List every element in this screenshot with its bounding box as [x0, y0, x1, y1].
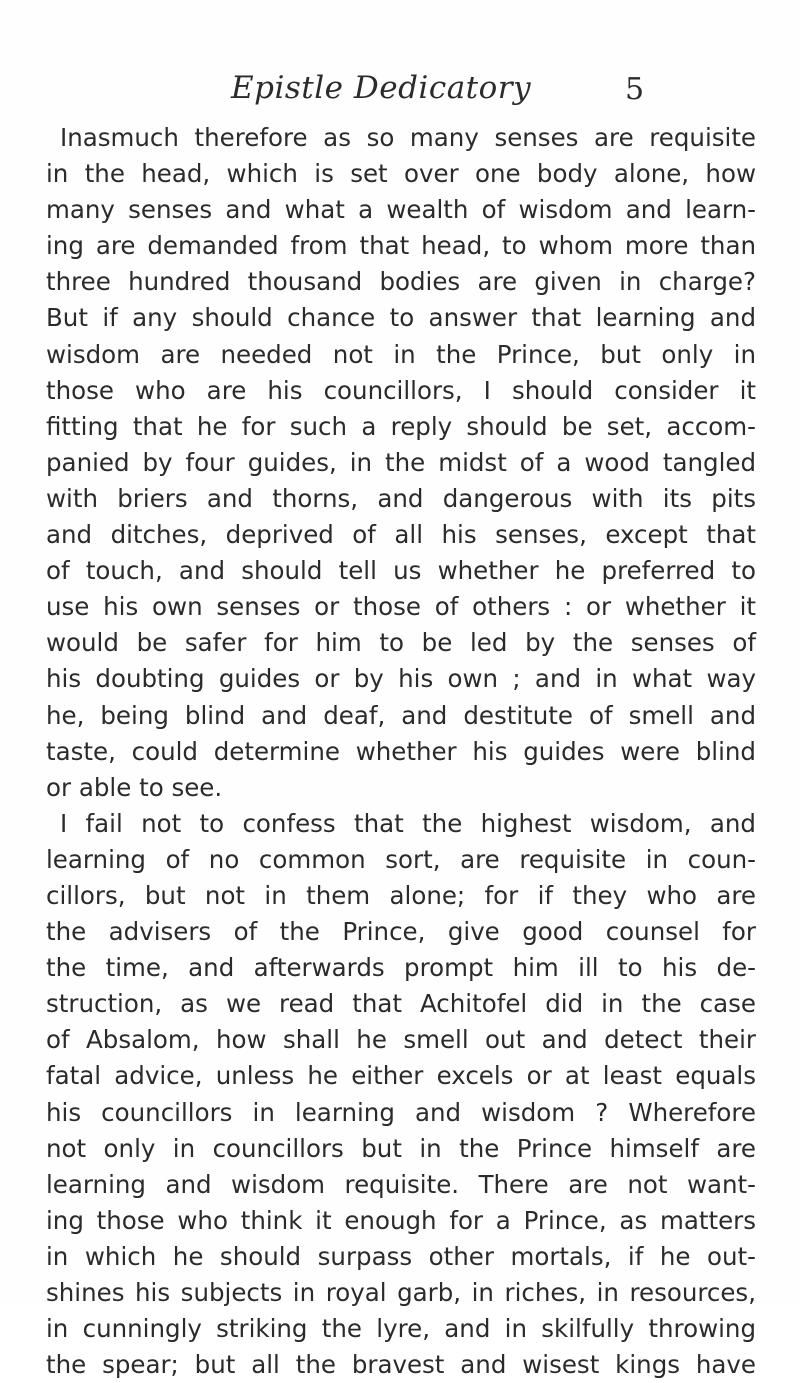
text-line: those who are his councillors, I should consider it	[46, 375, 756, 405]
text-line: many senses and what a wealth of wisdom and learn-	[46, 195, 756, 225]
text-line: cillors, but not in them alone; for if they who are	[46, 880, 756, 910]
text-line: he, being blind and deaf, and destitute of smell and	[46, 700, 756, 730]
text-line: of Absalom, how shall he smell out and detect their	[46, 1025, 756, 1055]
text-line: of touch, and should tell us whether he preferred to	[46, 556, 756, 586]
text-line: ing those who think it enough for a Prince, as matters	[46, 1205, 756, 1235]
text-line: with briers and thorns, and dangerous with its pits	[46, 483, 756, 513]
running-title: Epistle Dedicatory	[231, 70, 532, 106]
text-line: or able to see.	[46, 772, 223, 802]
text-line: fitting that he for such a reply should be set, accom-	[46, 411, 756, 441]
text-line: struction, as we read that Achitofel did in the case	[46, 989, 756, 1019]
text-line: learning of no common sort, are requisite in coun-	[46, 844, 756, 874]
text-line: I fail not to confess that the highest wisdom, and	[60, 808, 756, 838]
text-line: his councillors in learning and wisdom ? Wherefore	[46, 1097, 756, 1127]
text-line: the spear; but all the bravest and wisest kings have	[46, 1350, 756, 1380]
body-text	[46, 120, 756, 1383]
page-header	[0, 70, 800, 120]
text-line: wisdom are needed not in the Prince, but only in	[46, 339, 756, 369]
text-line: learning and wisdom requisite. There are not want-	[46, 1169, 756, 1199]
text-line: But if any should chance to answer that learning and	[46, 303, 756, 333]
text-line: in the head, which is set over one body alone, how	[46, 159, 756, 189]
text-line: ing are demanded from that head, to whom more than	[46, 231, 756, 261]
text-line: shines his subjects in royal garb, in riches, in resources,	[46, 1278, 756, 1307]
text-line: in cunningly striking the lyre, and in skilfully throwing	[46, 1314, 756, 1344]
text-line: would be safer for him to be led by the senses of	[46, 628, 756, 658]
text-line: panied by four guides, in the midst of a wood tangled	[46, 447, 756, 477]
text-line: use his own senses or those of others : or whether it	[46, 592, 756, 622]
text-line: the advisers of the Prince, give good counsel for	[46, 917, 756, 947]
text-line: three hundred thousand bodies are given in charge?	[46, 267, 756, 297]
text-line: and ditches, deprived of all his senses, except that	[46, 520, 756, 550]
text-line: his doubting guides or by his own ; and in what way	[46, 664, 756, 694]
text-line: taste, could determine whether his guides were blind	[46, 736, 756, 766]
text-line: fatal advice, unless he either excels or at least equals	[46, 1061, 756, 1091]
text-line: not only in councillors but in the Prince himself are	[46, 1133, 756, 1163]
text-line: Inasmuch therefore as so many senses are requisite	[60, 123, 756, 152]
page-number: 5	[625, 72, 645, 107]
text-line: the time, and afterwards prompt him ill to his de-	[46, 953, 756, 983]
text-line: in which he should surpass other mortals, if he out-	[46, 1241, 756, 1271]
